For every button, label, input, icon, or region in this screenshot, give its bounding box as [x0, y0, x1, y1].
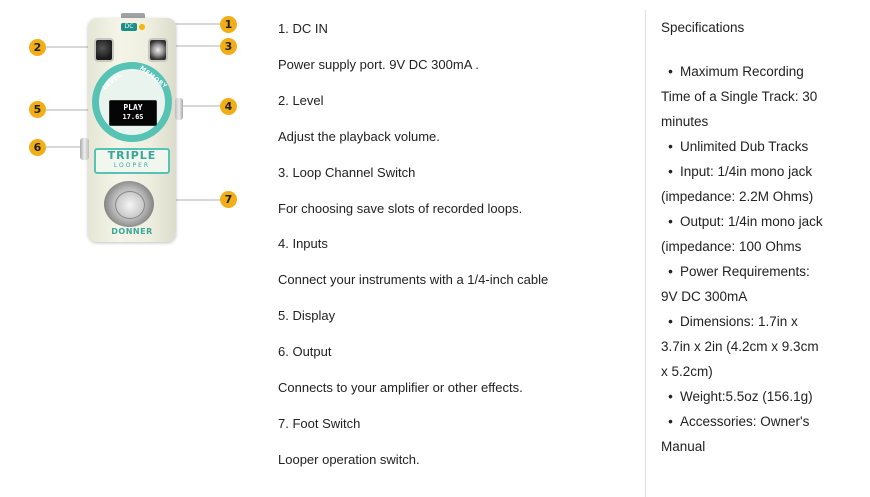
feature-desc-output: Connects to your amplifier or other effects. [278, 380, 523, 395]
column-divider [645, 10, 646, 497]
spec-line [661, 309, 866, 334]
specifications-list [661, 59, 866, 459]
spec-line [661, 384, 866, 409]
spec-text: Manual [661, 439, 706, 454]
level-knob [94, 38, 114, 62]
spec-line [661, 134, 866, 159]
spec-line [661, 409, 866, 434]
spec-text: Weight:5.5oz (156.1g) [680, 389, 813, 404]
brand-logo: DONNER [111, 227, 153, 236]
foot-switch-cap [115, 191, 145, 219]
memory-ring-label: MEMORY [138, 64, 169, 91]
pedal-display [109, 100, 157, 126]
spec-text: (impedance: 2.2M Ohms) [661, 189, 814, 204]
spec-text: Time of a Single Track: 30 [661, 89, 818, 104]
bullet-icon: • [668, 314, 673, 329]
spec-line [661, 209, 866, 234]
loop-channel-switch [148, 38, 168, 62]
feature-heading-foot-switch: 7. Foot Switch [278, 416, 361, 431]
callout-3: 3 [220, 38, 237, 55]
bullet-icon: • [668, 389, 673, 404]
spec-text: (impedance: 100 Ohms [661, 239, 802, 254]
spec-text: minutes [661, 114, 709, 129]
bullet-icon: • [668, 414, 673, 429]
spec-line [661, 159, 866, 184]
dc-tag: DC [121, 23, 137, 31]
callout-1: 1 [220, 16, 237, 33]
dc-indicator [139, 24, 145, 30]
bullet-icon: • [668, 264, 673, 279]
callout-2: 2 [29, 39, 46, 56]
spec-line [661, 109, 866, 134]
callout-6: 6 [29, 139, 46, 156]
spec-text: Dimensions: 1.7in x [680, 314, 798, 329]
spec-text: Input: 1/4in mono jack [680, 164, 813, 179]
spec-text: Unlimited Dub Tracks [680, 139, 809, 154]
spec-line [661, 259, 866, 284]
model-label [94, 148, 170, 174]
bullet-icon: • [668, 64, 673, 79]
feature-heading-dc-in: 1. DC IN [278, 21, 328, 36]
model-sub: LOOPER [113, 162, 151, 169]
specifications-panel [661, 18, 866, 459]
feature-desc-loop-channel: For choosing save slots of recorded loops. [278, 201, 523, 216]
spec-line [661, 434, 866, 459]
spec-text: 3.7in x 2in (4.2cm x 9.3cm [661, 339, 819, 354]
feature-heading-output: 6. Output [278, 344, 332, 359]
feature-desc-foot-switch: Looper operation switch. [278, 452, 420, 467]
bullet-icon: • [668, 164, 673, 179]
spec-text: Power Requirements: [680, 264, 810, 279]
feature-heading-level: 2. Level [278, 93, 324, 108]
display-time: 17.6S [122, 113, 144, 121]
spec-line [661, 234, 866, 259]
output-jack [80, 138, 89, 160]
spec-line [661, 84, 866, 109]
model-name: TRIPLE [107, 149, 157, 162]
callout-5: 5 [29, 101, 46, 118]
spec-text: Accessories: Owner's [680, 414, 810, 429]
spec-text: Output: 1/4in mono jack [680, 214, 823, 229]
feature-heading-loop-channel: 3. Loop Channel Switch [278, 165, 416, 180]
pedal-diagram [0, 0, 260, 497]
level-ring-label: LEVEL [101, 71, 124, 92]
feature-heading-inputs: 4. Inputs [278, 236, 328, 251]
spec-line [661, 184, 866, 209]
spec-line [661, 59, 866, 84]
spec-text: 9V DC 300mA [661, 289, 748, 304]
callout-7: 7 [220, 191, 237, 208]
spec-text: Maximum Recording [680, 64, 804, 79]
feature-desc-dc-in: Power supply port. 9V DC 300mA . [278, 57, 479, 72]
display-mode: PLAY [123, 103, 143, 112]
bullet-icon: • [668, 214, 673, 229]
feature-desc-inputs: Connect your instruments with a 1/4-inch cable [278, 272, 549, 287]
specifications-title: Specifications [661, 20, 745, 35]
spec-line [661, 359, 866, 384]
bullet-icon: • [668, 139, 673, 154]
input-jack [175, 98, 183, 120]
spec-line [661, 334, 866, 359]
callout-4: 4 [220, 98, 237, 115]
spec-text: x 5.2cm) [661, 364, 713, 379]
feature-desc-level: Adjust the playback volume. [278, 129, 440, 144]
feature-heading-display: 5. Display [278, 308, 336, 323]
spec-line [661, 284, 866, 309]
